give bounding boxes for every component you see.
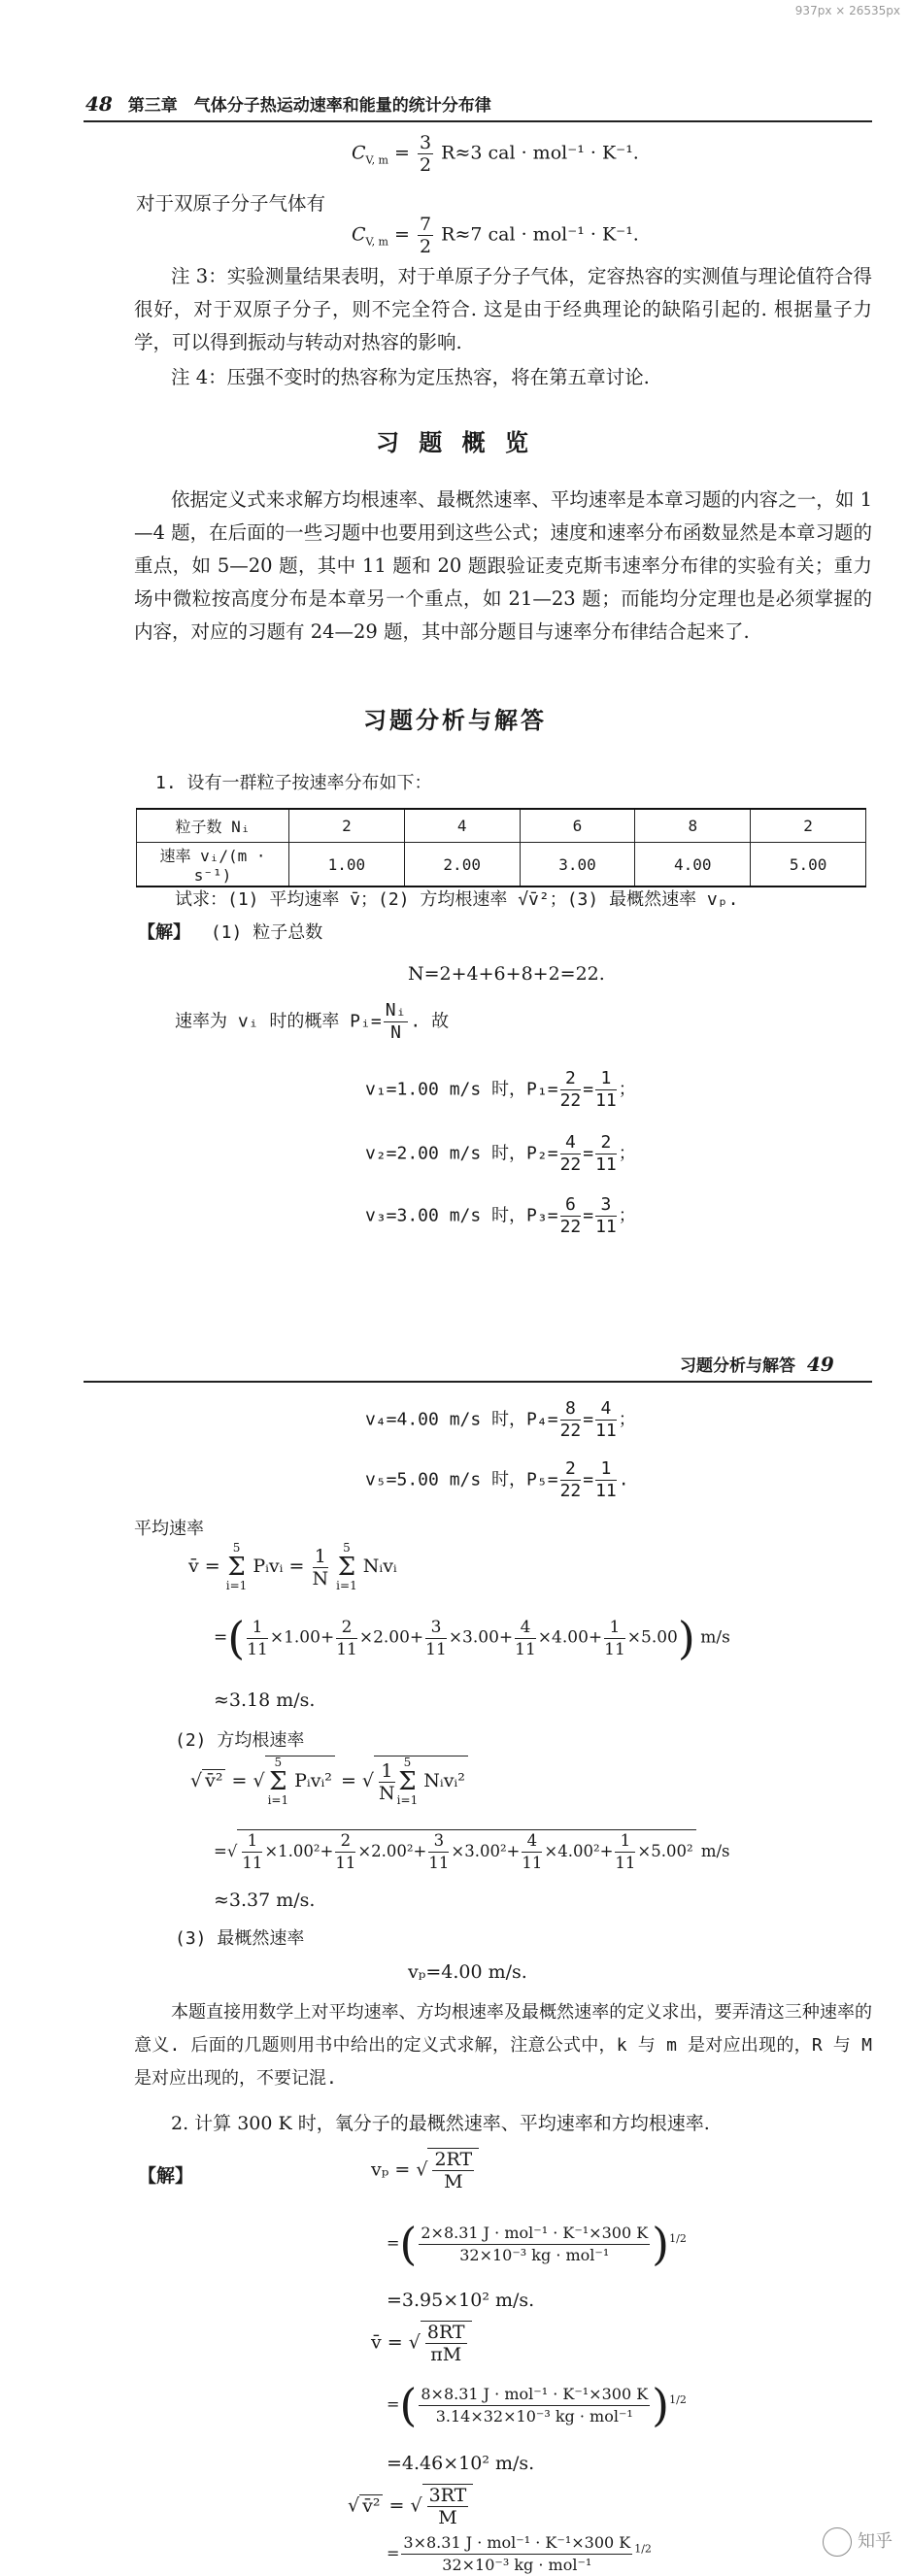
section-title: 习题分析与解答 (680, 1356, 795, 1376)
problem-1-comment: 本题直接用数学上对平均速率、方均根速率及最概然速率的定义求出，要弄清这三种速率的意义. 后面的几题则用书中给出的定义式求解，注意公式中，k 与 m 是对应出现的，R 与 M 是对应出现的，不要记混. (134, 2002, 872, 2089)
table-cell: 6 (520, 809, 635, 843)
diatomic-label: 对于双原子分子气体有 (136, 192, 326, 215)
cv-mono-equation: $C_{V, m}$ = $\frac{3}{2}$ R≈3 cal · mol⁻¹ · K⁻¹. (352, 132, 639, 176)
solution-label: 【解】 (138, 2165, 194, 2187)
solution-label: 【解】 (138, 922, 190, 943)
vp-calc: =( $\frac{\text{2×8.31 J · mol⁻¹ · K⁻¹×300 K}}{\text{32×10⁻³ kg · mol⁻¹}}$ )$^{1/2}$ (387, 2218, 687, 2270)
rms-speed-calc: =√ $\frac{1}{11}$ ×1.00²+ $\frac{2}{11}$ ×2.00²+ $\frac{3}{11}$ ×3.00²+ $\frac{4}{11}$ ×4.00²+ $\frac{1}{11}$ ×5.00² m/s (214, 1831, 730, 1872)
table-row-label: 速率 vᵢ/(m · s⁻¹) (137, 843, 289, 887)
note-3: 注 3：实验测量结果表明，对于单原子分子气体，定容热容的实测值与理论值符合得很好，对于双原子分子，则不完全符合. 这是由于经典理论的缺陷引起的. 根据量子力学，可以得到振动与转动对热容的影响. (134, 265, 872, 353)
table-cell: 3.00 (520, 843, 635, 887)
chapter-title: 第三章 气体分子热运动速率和能量的统计分布律 (127, 96, 491, 116)
table-row-label: 粒子数 Nᵢ (137, 809, 289, 843)
table-cell: 8 (635, 809, 751, 843)
table-cell: 2 (289, 809, 405, 843)
solution-part-1: 【解】 (1) 粒子总数 (138, 922, 323, 943)
rms-speed-definition: √ v̄² = √5 Σ i=1 Pᵢvᵢ² = √ $\frac{1}{N}$ 5 Σ i=1 Nᵢvᵢ² (190, 1756, 468, 1807)
image-size-watermark: 937px × 26535px (794, 4, 900, 17)
probability-line: v₃=3.00 m/s 时，P₃= $\frac{6}{22}$ = $\frac{3}{11}$ ； (365, 1194, 636, 1237)
page-header (680, 1352, 834, 1376)
average-speed-calc: =( $\frac{1}{11}$ ×1.00+ $\frac{2}{11}$ ×2.00+ $\frac{3}{11}$ ×3.00+ $\frac{4}{11}$ ×4.00+ $\frac{1}{11}$ ×5.00) m/s (214, 1612, 730, 1664)
page-number: 49 (806, 1353, 834, 1376)
rms-speed-label: (2) 方均根速率 (175, 1730, 305, 1751)
note-4: 注 4：压强不变时的热容称为定压热容，将在第五章讨论. (171, 366, 650, 388)
rms-speed-result: ≈3.37 m/s. (214, 1890, 316, 1911)
table-cell: 2 (751, 809, 866, 843)
probability-definition: 速率为 vᵢ 时的概率 Pᵢ= $\frac{\text{Nᵢ}}{N}$ . 故 (175, 1000, 450, 1043)
question-1: 1. 设有一群粒子按速率分布如下： (155, 773, 432, 793)
particle-distribution-table (136, 808, 866, 887)
cv-di-equation: $C_{V, m}$ = $\frac{7}{2}$ R≈7 cal · mol⁻¹ · K⁻¹. (352, 214, 639, 257)
probability-line: v₂=2.00 m/s 时，P₂= $\frac{4}{22}$ = $\frac{2}{11}$ ； (365, 1132, 636, 1175)
vp-result: =3.95×10² m/s. (387, 2290, 535, 2311)
zhihu-logo-icon (823, 2527, 852, 2557)
table-row (137, 809, 866, 843)
probability-line: v₅=5.00 m/s 时，P₅= $\frac{2}{22}$ = $\frac{1}{11}$ . (365, 1458, 629, 1501)
average-speed-result: ≈3.18 m/s. (214, 1689, 316, 1711)
table-cell: 5.00 (751, 843, 866, 887)
analysis-title: 习题分析与解答 (363, 707, 547, 734)
most-probable-label: (3) 最概然速率 (175, 1928, 305, 1949)
page-header (85, 91, 491, 116)
vbar-result: =4.46×10² m/s. (387, 2453, 535, 2474)
vp-definition: vₚ = √ $\frac{2RT}{M}$ (371, 2148, 479, 2192)
vbar-definition: v̄ = √ $\frac{8RT}{\pi M}$ (371, 2321, 472, 2365)
vrms-calc: = $\frac{\text{3×8.31 J · mol⁻¹ · K⁻¹×300 K}}{\text{32×10⁻³ kg · mol⁻¹}}$ $^{1/2}$ (387, 2533, 652, 2574)
table-cell: 1.00 (289, 843, 405, 887)
most-probable-equation: vₚ=4.00 m/s. (408, 1961, 527, 1983)
overview-title: 习 题 概 览 (375, 429, 535, 456)
table-row (137, 843, 866, 887)
page-number: 48 (85, 92, 113, 116)
vbar-calc: =( $\frac{\text{8×8.31 J · mol⁻¹ · K⁻¹×300 K}}{\text{3.14×32×10⁻³ kg · mol⁻¹}}$ )$^{1/2}$ (387, 2379, 687, 2431)
table-cell: 4 (404, 809, 520, 843)
header-rule (84, 120, 872, 122)
question-2: 2. 计算 300 K 时，氧分子的最概然速率、平均速率和方均根速率. (171, 2113, 710, 2134)
probability-line: v₄=4.00 m/s 时，P₄= $\frac{8}{22}$ = $\frac{4}{11}$ ； (365, 1398, 636, 1441)
header-rule (84, 1381, 872, 1383)
average-speed-label: 平均速率 (134, 1519, 204, 1539)
average-speed-definition: v̄ = 5 Σ i=1 Pᵢvᵢ = $\frac{1}{N}$ 5 Σ i=1 Nᵢvᵢ (188, 1541, 397, 1592)
overview-text: 依据定义式来求解方均根速率、最概然速率、平均速率是本章习题的内容之一，如 1—4 题，在后面的一些习题中也要用到这些公式；速度和速率分布函数显然是本章习题的重点，如 5—20 题，其中 11 题和 20 题跟验证麦克斯韦速率分布律的实验有关；重力场中微粒按高度分布是本章另一个重点，如 21—23 题；而能均分定理也是必须掌握的内容，对应的习题有 24—29 题，其中部分题目与速率分布律结合起来了. (134, 488, 872, 643)
question-1-ask: 试求：(1) 平均速率 v̄；(2) 方均根速率 √v̄²；(3) 最概然速率 vₚ. (175, 889, 739, 910)
table-cell: 4.00 (635, 843, 751, 887)
vrms-definition: √ v̄² = √ $\frac{3RT}{M}$ (348, 2484, 473, 2528)
zhihu-watermark: 知乎 (823, 2527, 893, 2557)
table-cell: 2.00 (404, 843, 520, 887)
probability-line: v₁=1.00 m/s 时，P₁= $\frac{2}{22}$ = $\frac{1}{11}$ ； (365, 1068, 636, 1111)
total-count-equation: N=2+4+6+8+2=22. (408, 963, 605, 985)
